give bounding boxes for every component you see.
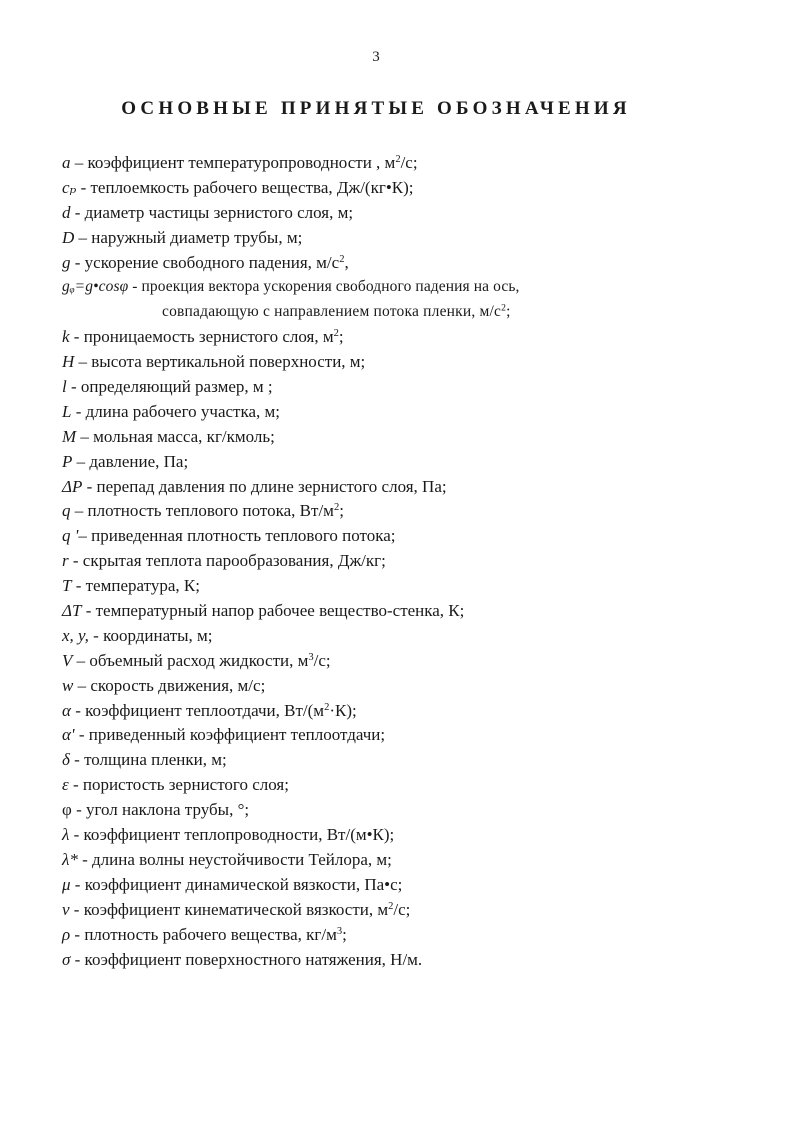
notation-symbol: ρ <box>62 924 71 944</box>
notation-text: - длина рабочего участка, м; <box>71 401 281 421</box>
notation-symbol: σ <box>62 949 71 969</box>
notation-text: – плотность теплового потока, Вт/м <box>70 501 334 521</box>
notation-symbol: ν <box>62 899 70 919</box>
notation-text: – высота вертикальной поверхности, м; <box>74 352 366 372</box>
notation-superscript: 2 <box>501 303 507 315</box>
notation-item <box>62 400 762 425</box>
notation-tail: /с; <box>393 899 411 919</box>
notation-item <box>62 948 762 973</box>
notation-symbol: P <box>62 451 73 471</box>
notation-symbol: H <box>62 352 75 372</box>
notation-tail: ; <box>506 303 511 321</box>
notation-symbol: cₚ <box>62 177 77 197</box>
notation-symbol: x, y, <box>62 625 89 645</box>
notation-text: - длина волны неустойчивости Тейлора, м; <box>77 849 392 869</box>
notation-text: – наружный диаметр трубы, м; <box>74 227 303 247</box>
notation-text: - скрытая теплота парообразования, Дж/кг; <box>68 551 386 571</box>
notation-text: - толщина пленки, м; <box>69 750 227 770</box>
notation-text: - коэффициент динамической вязкости, Па•с; <box>70 874 403 894</box>
notation-item <box>62 375 762 400</box>
notation-text: – коэффициент температуропроводности , м <box>70 153 396 172</box>
notation-symbol: T <box>62 576 72 596</box>
notation-item <box>62 723 762 748</box>
notation-symbol: ΔP <box>62 476 83 496</box>
notation-text: - угол наклона трубы, °; <box>71 800 250 820</box>
notation-text: - перепад давления по длине зернистого слоя, Па; <box>82 476 447 496</box>
notation-item <box>62 226 762 251</box>
notation-superscript: 2 <box>395 154 401 166</box>
notation-symbol: λ <box>62 825 70 845</box>
notation-text: - диаметр частицы зернистого слоя, м; <box>70 202 354 222</box>
notation-superscript: 2 <box>333 328 339 340</box>
notation-item <box>62 524 762 549</box>
notation-item <box>62 350 762 375</box>
notation-text: – объемный расход жидкости, м <box>72 650 309 670</box>
notation-item <box>62 848 762 873</box>
notation-tail: , <box>344 252 349 272</box>
notation-tail: ; <box>339 501 344 521</box>
notation-item <box>62 649 762 674</box>
notation-item <box>62 201 762 226</box>
notation-superscript: 3 <box>336 925 343 937</box>
notation-item <box>62 475 762 500</box>
notation-symbol: α' <box>62 725 75 745</box>
notation-text: - ускорение свободного падения, м/с <box>70 252 340 272</box>
notation-text: - координаты, м; <box>88 625 213 645</box>
notation-text: – приведенная плотность теплового потока; <box>78 526 396 546</box>
notation-item <box>62 748 762 773</box>
notation-item <box>62 499 762 524</box>
notation-symbol: ε <box>62 775 69 795</box>
notation-symbol: gᵩ=g•cosφ <box>62 278 129 296</box>
notation-text: - температура, К; <box>71 576 200 596</box>
notation-item <box>62 773 762 798</box>
notation-symbol: g <box>62 252 71 272</box>
notation-symbol: D <box>62 227 75 247</box>
notation-item <box>62 425 762 450</box>
notation-symbol: w <box>62 675 74 695</box>
notation-item <box>62 898 762 923</box>
notation-symbol: V <box>62 650 73 670</box>
notation-list <box>62 151 762 972</box>
notation-item <box>62 599 762 624</box>
notation-text: - приведенный коэффициент теплоотдачи; <box>74 725 386 745</box>
notation-item <box>62 923 762 948</box>
notation-symbol: M <box>62 426 77 446</box>
notation-item-continuation <box>62 300 762 325</box>
notation-text: - проекция вектора ускорения свободного падения на ось, <box>128 278 520 296</box>
notation-text: - теплоемкость рабочего вещества, Дж/(кг•К); <box>76 177 414 197</box>
notation-item <box>62 699 762 724</box>
notation-symbol: ΔT <box>62 601 82 621</box>
notation-item <box>62 873 762 898</box>
notation-tail: ; <box>342 924 347 944</box>
notation-symbol: φ <box>62 800 72 820</box>
notation-symbol: k <box>62 327 70 347</box>
notation-symbol: d <box>62 202 71 222</box>
notation-symbol: λ* <box>62 849 78 869</box>
notation-text: – мольная масса, кг/кмоль; <box>76 426 275 446</box>
notation-symbol: δ <box>62 750 70 770</box>
notation-symbol: q ' <box>62 526 79 546</box>
notation-text: - проницаемость зернистого слоя, м <box>69 327 334 347</box>
notation-item <box>62 823 762 848</box>
notation-symbol: μ <box>62 874 71 894</box>
notation-item <box>62 325 762 350</box>
notation-superscript: 2 <box>333 502 340 514</box>
notation-text: совпадающую с направлением потока пленки, м/с <box>162 303 502 321</box>
notation-item <box>62 450 762 475</box>
notation-item <box>62 549 762 574</box>
notation-text: - определяющий размер, м ; <box>66 377 273 397</box>
notation-superscript: 2 <box>324 701 330 713</box>
notation-item <box>62 574 762 599</box>
notation-tail: /с; <box>313 650 331 670</box>
notation-tail: /с; <box>400 153 418 172</box>
notation-item <box>62 275 762 300</box>
notation-item <box>62 674 762 699</box>
notation-item <box>62 176 762 201</box>
notation-text: - температурный напор рабочее вещество-стенка, К; <box>81 601 465 621</box>
notation-text: – скорость движения, м/с; <box>73 675 266 695</box>
notation-text: – давление, Па; <box>72 451 189 471</box>
notation-symbol: r <box>62 551 69 571</box>
notation-text: - коэффициент поверхностного натяжения, Н/м. <box>70 949 423 969</box>
notation-symbol: L <box>62 401 72 421</box>
notation-item <box>62 798 762 823</box>
notation-text: - коэффициент теплоотдачи, Вт/(м <box>70 700 325 720</box>
notation-symbol: l <box>62 377 67 397</box>
notation-text: - пористость зернистого слоя; <box>68 775 289 795</box>
notation-text: - коэффициент кинематической вязкости, м <box>69 899 389 919</box>
notation-tail: ·К); <box>329 700 357 720</box>
notation-symbol: α <box>62 700 71 720</box>
notation-item <box>62 624 762 649</box>
notation-symbol: q <box>62 501 71 521</box>
notation-symbol: a <box>62 153 71 172</box>
notation-superscript: 2 <box>388 900 394 912</box>
notation-text: - коэффициент теплопроводности, Вт/(м•К); <box>69 825 395 845</box>
notation-item <box>62 251 762 276</box>
notation-tail: ; <box>338 327 344 347</box>
notation-text: - плотность рабочего вещества, кг/м <box>70 924 337 944</box>
notation-item <box>62 151 762 176</box>
notation-superscript: 2 <box>339 253 345 265</box>
page-title: ОСНОВНЫЕ ПРИНЯТЫЕ ОБОЗНАЧЕНИЯ <box>121 98 631 119</box>
notation-superscript: 3 <box>308 652 314 664</box>
page-number: 3 <box>372 49 380 65</box>
